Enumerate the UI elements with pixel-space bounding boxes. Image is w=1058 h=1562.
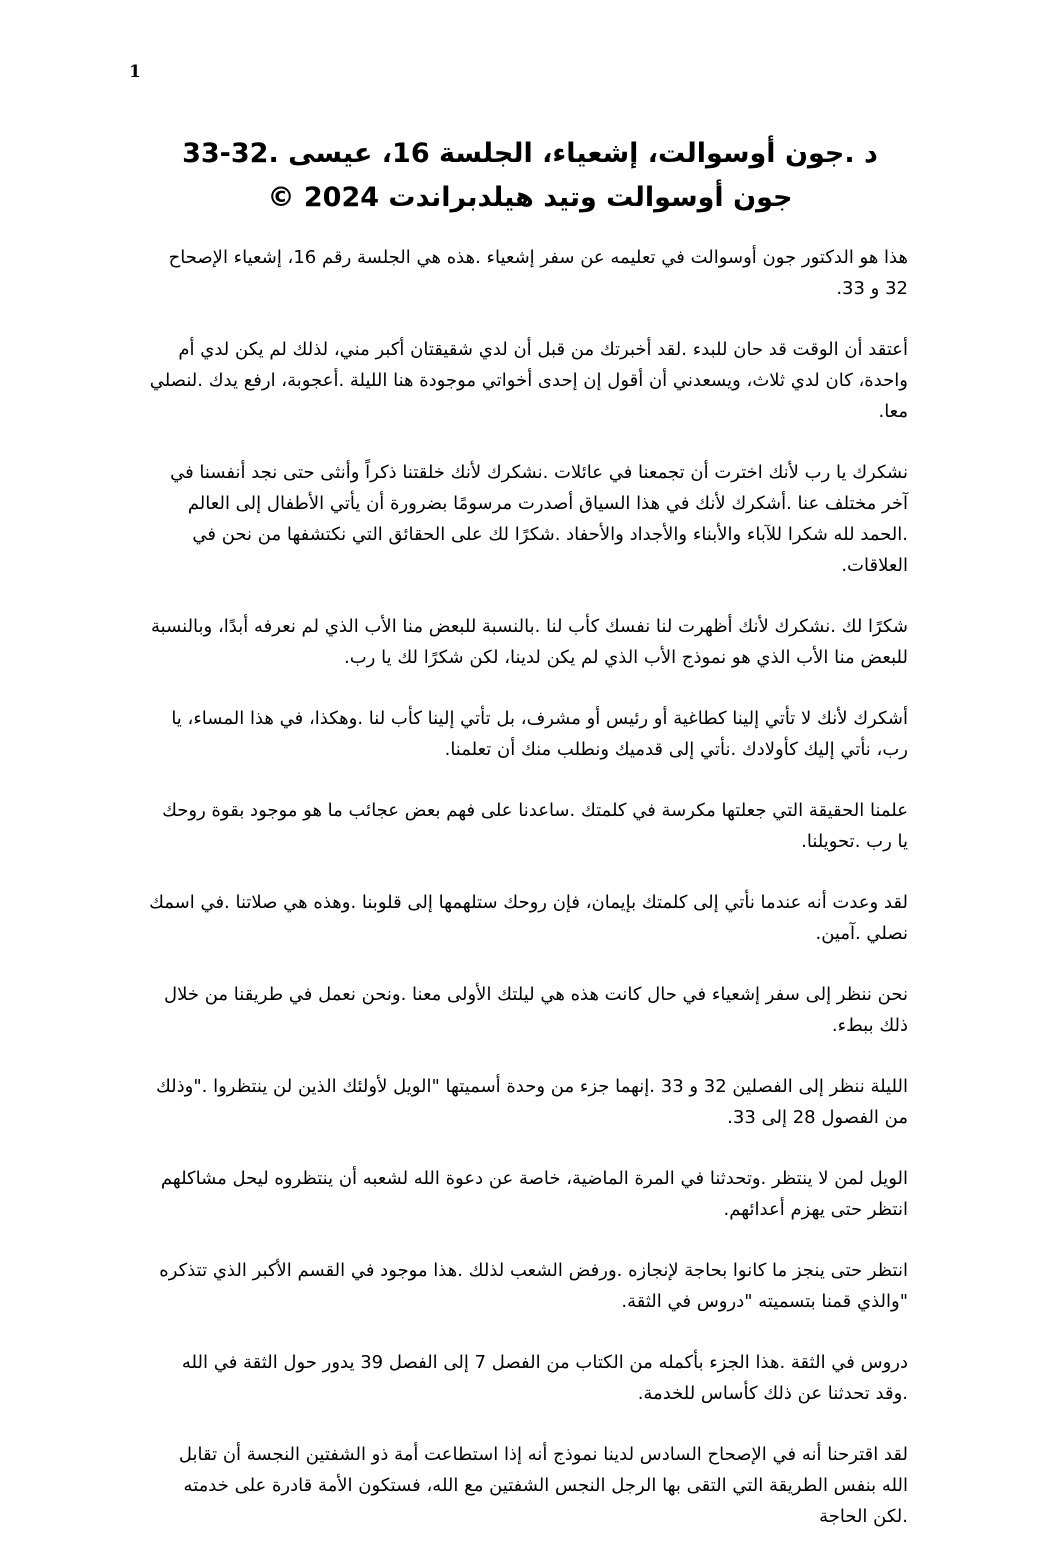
paragraph: نحن ننظر إلى سفر إشعياء في حال كانت هذه هي ليلتك الأولى معنا .ونحن نعمل في طريقنا من خلال ذلك ببطء.: [164, 984, 908, 1036]
paragraph: انتظر حتى ينجز ما كانوا بحاجة لإنجازه .ورفض الشعب لذلك .هذا موجود في القسم الأكبر الذي تتذكره "والذي قمنا بتسميته "دروس في الثقة.: [159, 1260, 908, 1312]
paragraph: أعتقد أن الوقت قد حان للبدء .لقد أخبرتك من قبل أن لدي شقيقتان أكبر مني، لذلك لم يكن لدي أم واحدة، كان لدي ثلاث، ويسعدني أن أقول إن إحدى أخواتي موجودة هنا الليلة .أعجوبة، ارفع يدك .لنصلي معا.: [149, 339, 908, 422]
paragraph: الليلة ننظر إلى الفصلين 32 و 33 .إنهما جزء من وحدة أسميتها "الويل لأولئك الذين لن ينتظروا ."وذلك من الفصول 28 إلى 33.: [155, 1076, 908, 1128]
title-line-1: د .جون أوسوالت، إشعياء، الجلسة 16، عيسى .32-33: [182, 138, 878, 169]
paragraph: لقد اقترحنا أنه في الإصحاح السادس لدينا نموذج أنه إذا استطاعت أمة ذو الشفتين النجسة أن تقابل الله بنفس الطريقة التي التقى بها الرجل النجس الشفتين مع الله، فستكون الأمة قادرة على خدمته .لكن الحاجة: [178, 1444, 908, 1527]
paragraph: شكرًا لك .نشكرك لأنك أظهرت لنا نفسك كأب لنا .بالنسبة للبعض منا الأب الذي لم نعرفه أبدًا، وبالنسبة للبعض منا الأب الذي هو نموذج الأب الذي لم يكن لدينا، لكن شكرًا لك يا رب.: [151, 616, 908, 668]
document-title: [150, 132, 910, 220]
paragraph: هذا هو الدكتور جون أوسوالت في تعليمه عن سفر إشعياء .هذه هي الجلسة رقم 16، إشعياء الإصحاح 32 و 33.: [168, 247, 908, 299]
paragraph: علمنا الحقيقة التي جعلتها مكرسة في كلمتك .ساعدنا على فهم بعض عجائب ما هو موجود بقوة روحك يا رب .تحويلنا.: [162, 800, 908, 852]
paragraph: نشكرك يا رب لأنك اخترت أن تجمعنا في عائلات .نشكرك لأنك خلقتنا ذكراً وأنثى حتى نجد أنفسنا في آخر مختلف عنا .أشكرك لأنك في هذا السياق أصدرت مرسومًا بضرورة أن يأتي الأطفال إلى العالم .الحمد لله شكرا للآباء والأبناء والأجداد والأحفاد .شكرًا لك على الحقائق التي نكتشفها من نحن في العلاقات.: [170, 462, 908, 576]
page-number: 1: [129, 62, 141, 82]
transcript-body: [148, 242, 908, 1562]
paragraph: أشكرك لأنك لا تأتي إلينا كطاغية أو رئيس أو مشرف، بل تأتي إلينا كأب لنا .وهكذا، في هذا المساء، يا رب، نأتي إليك كأولادك .نأتي إلى قدميك ونطلب منك أن تعلمنا.: [171, 708, 908, 760]
paragraph: دروس في الثقة .هذا الجزء بأكمله من الكتاب من الفصل 7 إلى الفصل 39 يدور حول الثقة في الله .وقد تحدثنا عن ذلك كأساس للخدمة.: [181, 1352, 908, 1404]
paragraph: لقد وعدت أنه عندما نأتي إلى كلمتك بإيمان، فإن روحك ستلهمها إلى قلوبنا .وهذه هي صلاتنا .في اسمك نصلي .آمين.: [149, 892, 908, 944]
paragraph: الويل لمن لا ينتظر .وتحدثنا في المرة الماضية، خاصة عن دعوة الله لشعبه أن ينتظروه ليحل مشاكلهم انتظر حتى يهزم أعدائهم.: [160, 1168, 908, 1220]
title-line-2: جون أوسوالت وتيد هيلدبراندت 2024 ©: [267, 182, 793, 213]
